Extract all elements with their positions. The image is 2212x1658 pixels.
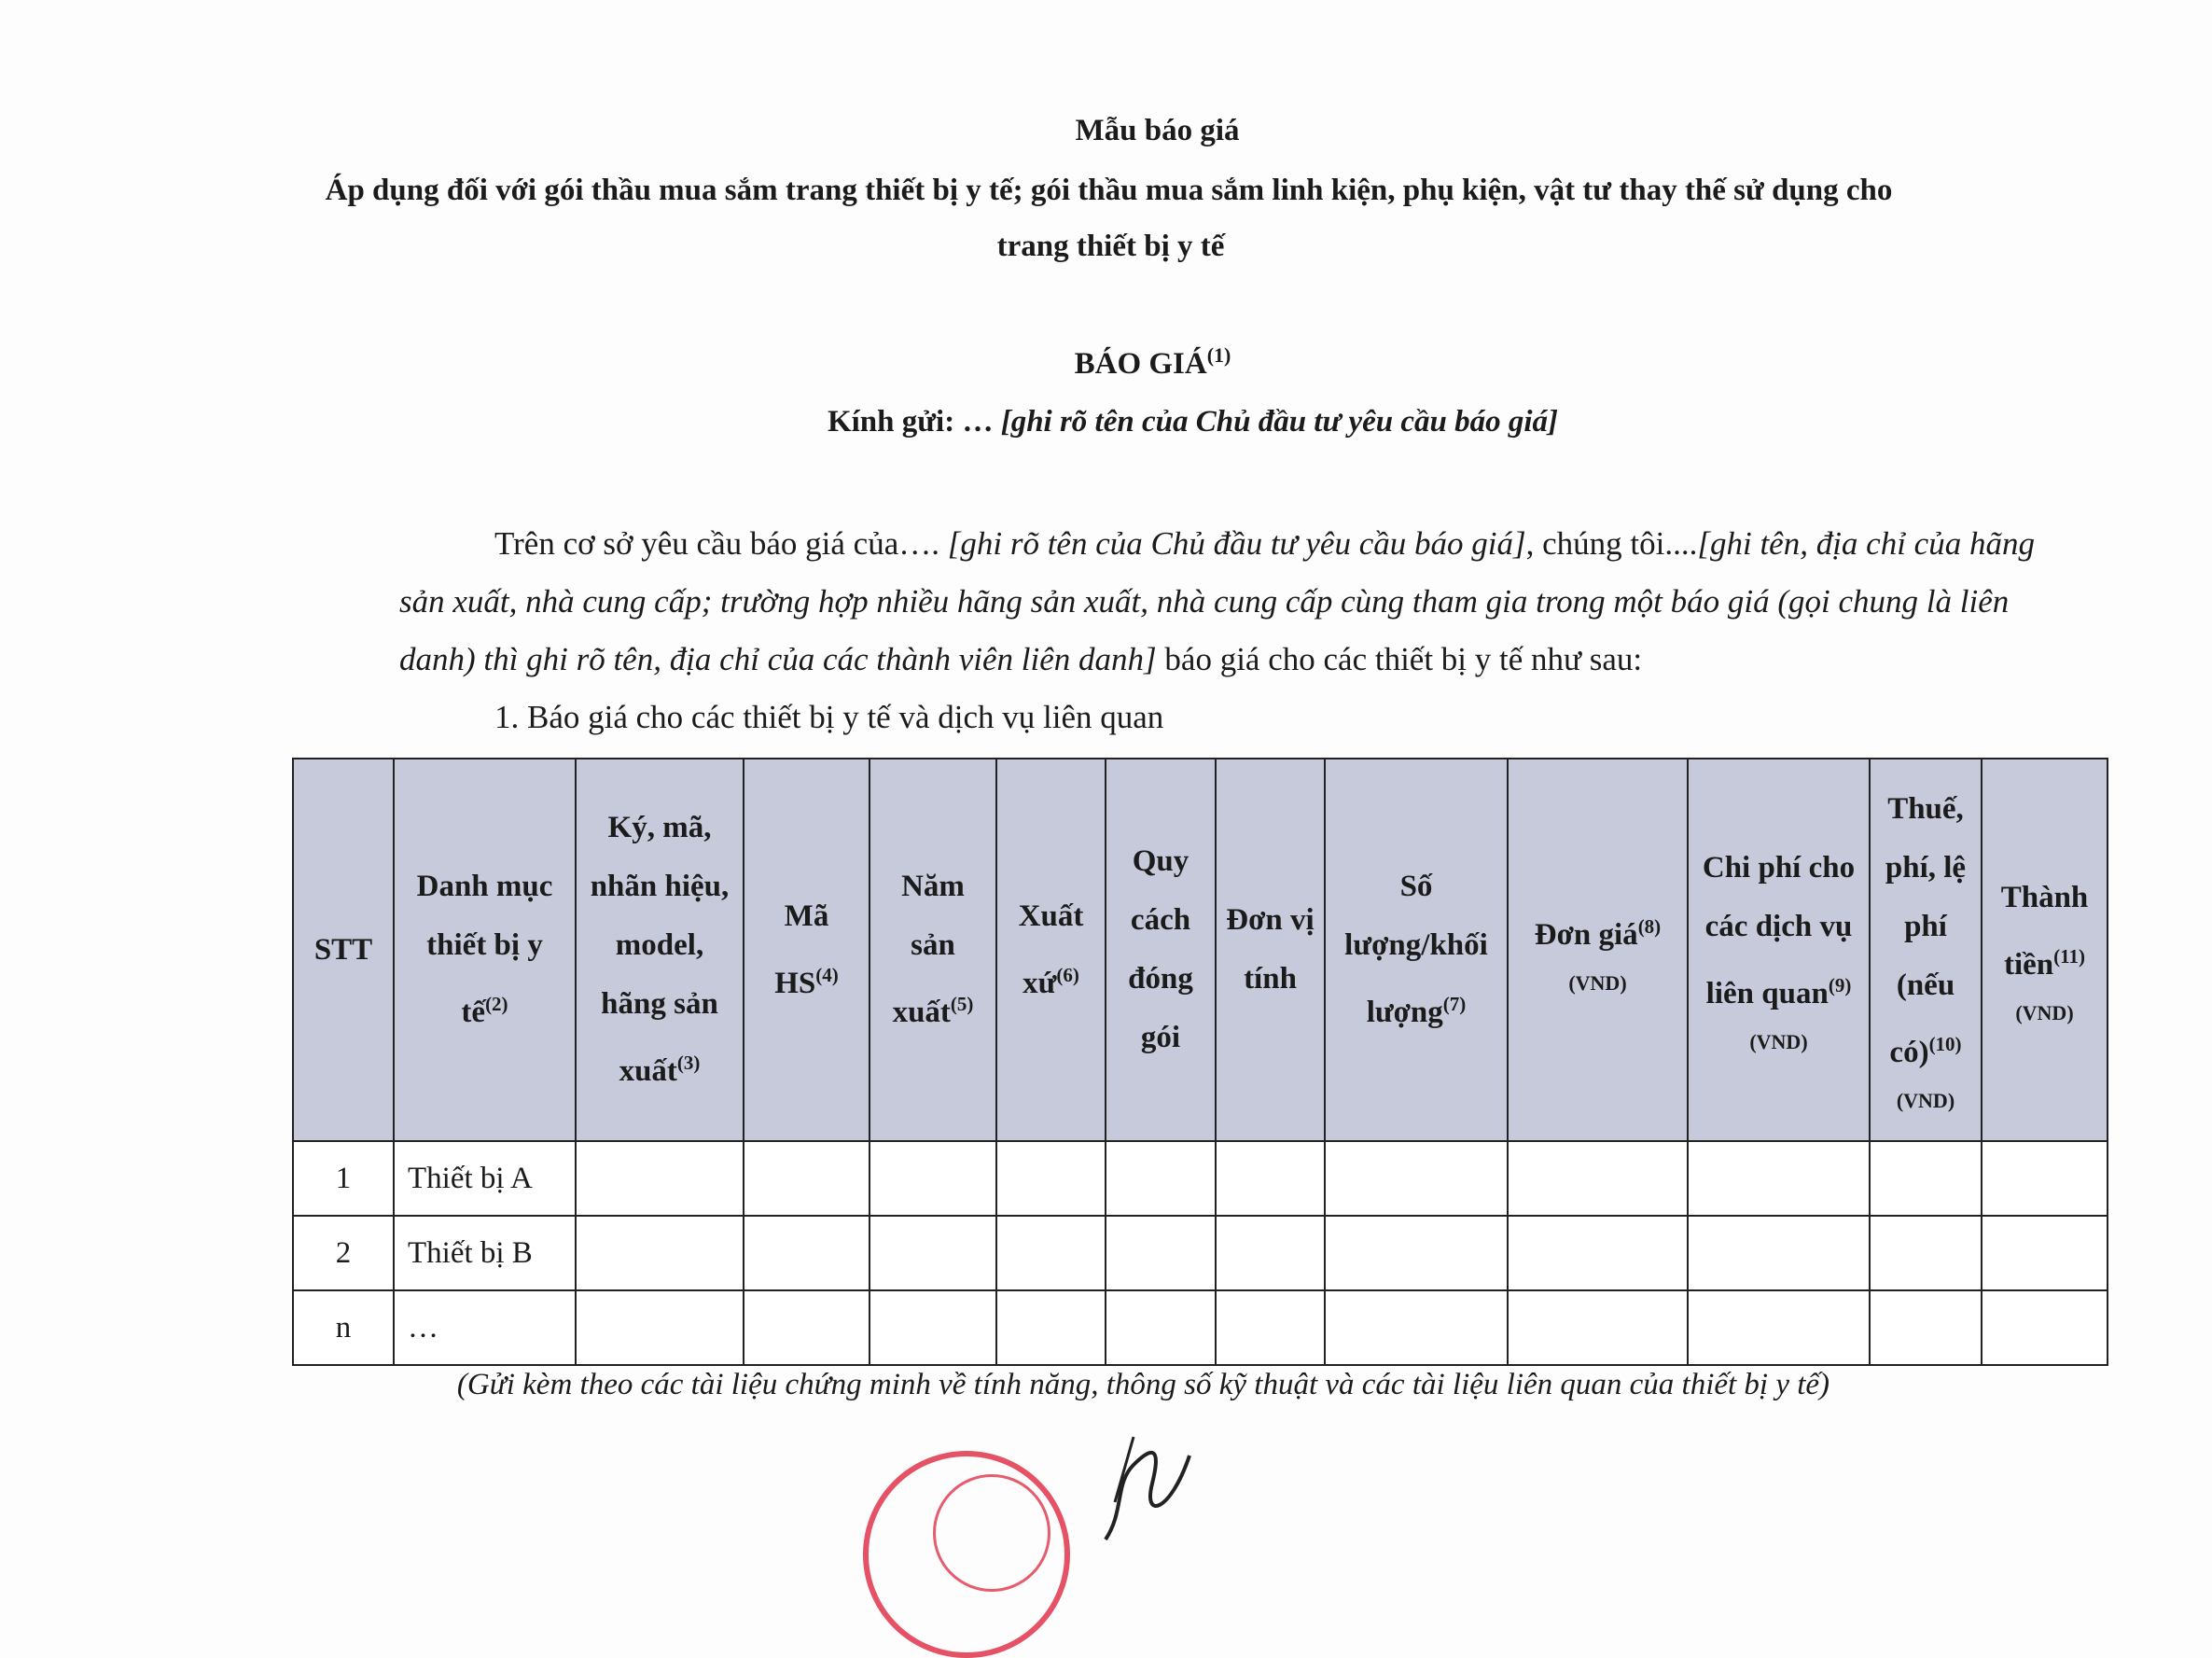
column-header-label: Xuất xứ [1018,899,1084,1000]
intro-text-1: Trên cơ sở yêu cầu báo giá của…. [494,525,939,562]
empty-cell [1688,1216,1870,1290]
column-header [293,759,394,1141]
empty-cell [996,1290,1106,1365]
empty-cell [1325,1141,1508,1216]
empty-cell [1508,1290,1688,1365]
empty-cell [1508,1141,1688,1216]
column-header-label: Số lượng/khối lượng [1344,870,1488,1029]
column-header-label: Quy cách đóng gói [1128,844,1193,1054]
row-item-name: Thiết bị B [394,1216,576,1290]
column-header-note: (4) [815,963,839,986]
column-header [394,759,576,1141]
column-header [1216,759,1325,1141]
section-1-heading: 1. Báo giá cho các thiết bị y tế và dịch vụ liên quan [494,699,1164,735]
column-header-note: (3) [676,1052,701,1074]
column-header-label: Danh mục thiết bị y tế [416,870,553,1029]
empty-cell [1982,1141,2108,1216]
empty-cell [1688,1141,1870,1216]
empty-cell [576,1141,744,1216]
empty-cell [1106,1141,1216,1216]
column-header-note: (11) [2053,944,2085,968]
empty-cell [1508,1216,1688,1290]
column-header [1508,759,1688,1141]
empty-cell [869,1141,996,1216]
column-header-label: Đơn giá [1534,918,1638,952]
table-row [293,1216,2108,1290]
column-header-note: (5) [950,993,974,1015]
empty-cell [1870,1216,1982,1290]
intro-italic-1: [ghi rõ tên của Chủ đầu tư yêu cầu báo giá] [947,525,1526,562]
row-stt: 1 [293,1141,394,1216]
column-header-note: (7) [1442,993,1467,1015]
empty-cell [869,1290,996,1365]
addressee-label: Kính gửi: … [827,405,994,439]
company-stamp-inner [933,1474,1050,1592]
empty-cell [1216,1290,1325,1365]
row-item-name: … [394,1290,576,1365]
intro-text-3: báo giá cho các thiết bị y tế như sau: [1156,641,1643,677]
empty-cell [996,1141,1106,1216]
column-header-label: Thành tiền [2000,880,2089,982]
quote-title-note: (1) [1206,343,1231,367]
form-title: Mẫu báo giá [1075,114,1240,147]
empty-cell [576,1290,744,1365]
intro-italic-3: sản xuất, nhà cung cấp; trường hợp nhiều hãng sản xuất, nhà cung cấp cùng tham gia trong một báo giá (gọi chung là liên [399,583,2010,620]
column-header [1106,759,1216,1141]
addressee-value: [ghi rõ tên của Chủ đầu tư yêu cầu báo giá] [1000,405,1559,439]
column-header-label: Chi phí cho các dịch vụ liên quan [1702,851,1856,1010]
column-header [1325,759,1508,1141]
quote-title [47,343,2212,382]
column-header-label: Đơn vị tính [1226,903,1315,996]
empty-cell [1688,1290,1870,1365]
column-header [869,759,996,1141]
empty-cell [744,1216,869,1290]
column-header-note: (8) [1637,915,1662,938]
empty-cell [1325,1216,1508,1290]
empty-cell [1870,1290,1982,1365]
column-header-note: (2) [485,993,508,1015]
intro-line-3 [399,631,1642,689]
intro-text-2: , chúng tôi.... [1525,525,1698,562]
column-header [576,759,744,1141]
empty-cell [1325,1290,1508,1365]
intro-italic-4: danh) thì ghi rõ tên, địa chỉ của các thành viên liên danh] [399,641,1157,677]
addressee [87,405,2212,439]
empty-cell [1216,1216,1325,1290]
signature [1096,1428,1208,1550]
empty-cell [1106,1216,1216,1290]
row-stt: 2 [293,1216,394,1290]
table-row [293,1290,2108,1365]
column-header-unit: (VND) [1896,1089,1955,1112]
applies-line-1: Áp dụng đối với gói thầu mua sắm trang thiết bị y tế; gói thầu mua sắm linh kiện, phụ kiện, vật tư thay thế sử dụng cho [325,174,1893,207]
empty-cell [1982,1216,2108,1290]
column-header-label: STT [313,932,373,967]
footnote: (Gửi kèm theo các tài liệu chứng minh về tính năng, thông số kỹ thuật và các tài liệu liên quan của thiết bị y tế) [456,1368,1830,1401]
column-header-unit: (VND) [1568,971,1627,995]
column-header-note: (10) [1928,1033,1962,1055]
column-header-label: Mã HS [774,899,829,1000]
intro-line-2 [399,573,2009,631]
row-stt: n [293,1290,394,1365]
column-header-note: (9) [1828,974,1852,996]
column-header-label: Năm sản xuất [892,870,965,1029]
empty-cell [1106,1290,1216,1365]
column-header [996,759,1106,1141]
table-row [293,1141,2108,1216]
column-header-label: Thuế, phí, lệ phí (nếu có) [1885,792,1967,1069]
empty-cell [744,1290,869,1365]
empty-cell [996,1216,1106,1290]
column-header [1982,759,2108,1141]
row-item-name: Thiết bị A [394,1141,576,1216]
empty-cell [1870,1141,1982,1216]
column-header-label: Ký, mã, nhãn hiệu, model, hãng sản xuất [590,811,730,1088]
empty-cell [869,1216,996,1290]
column-header-unit: (VND) [2015,1000,2074,1024]
column-header [744,759,869,1141]
column-header [1688,759,1870,1141]
quote-title-text: BÁO GIÁ [1074,347,1207,381]
empty-cell [1982,1290,2108,1365]
intro-italic-2: [ghi tên, địa chỉ của hãng [1697,525,2035,562]
empty-cell [1216,1141,1325,1216]
empty-cell [744,1141,869,1216]
applies-line-2: trang thiết bị y tế [996,230,1225,263]
empty-cell [576,1216,744,1290]
column-header-unit: (VND) [1749,1030,1808,1053]
column-header [1870,759,1982,1141]
intro-line-1 [494,515,2035,573]
column-header-note: (6) [1056,963,1079,986]
table-header-row [293,759,2108,1141]
quote-table [292,758,2108,1366]
